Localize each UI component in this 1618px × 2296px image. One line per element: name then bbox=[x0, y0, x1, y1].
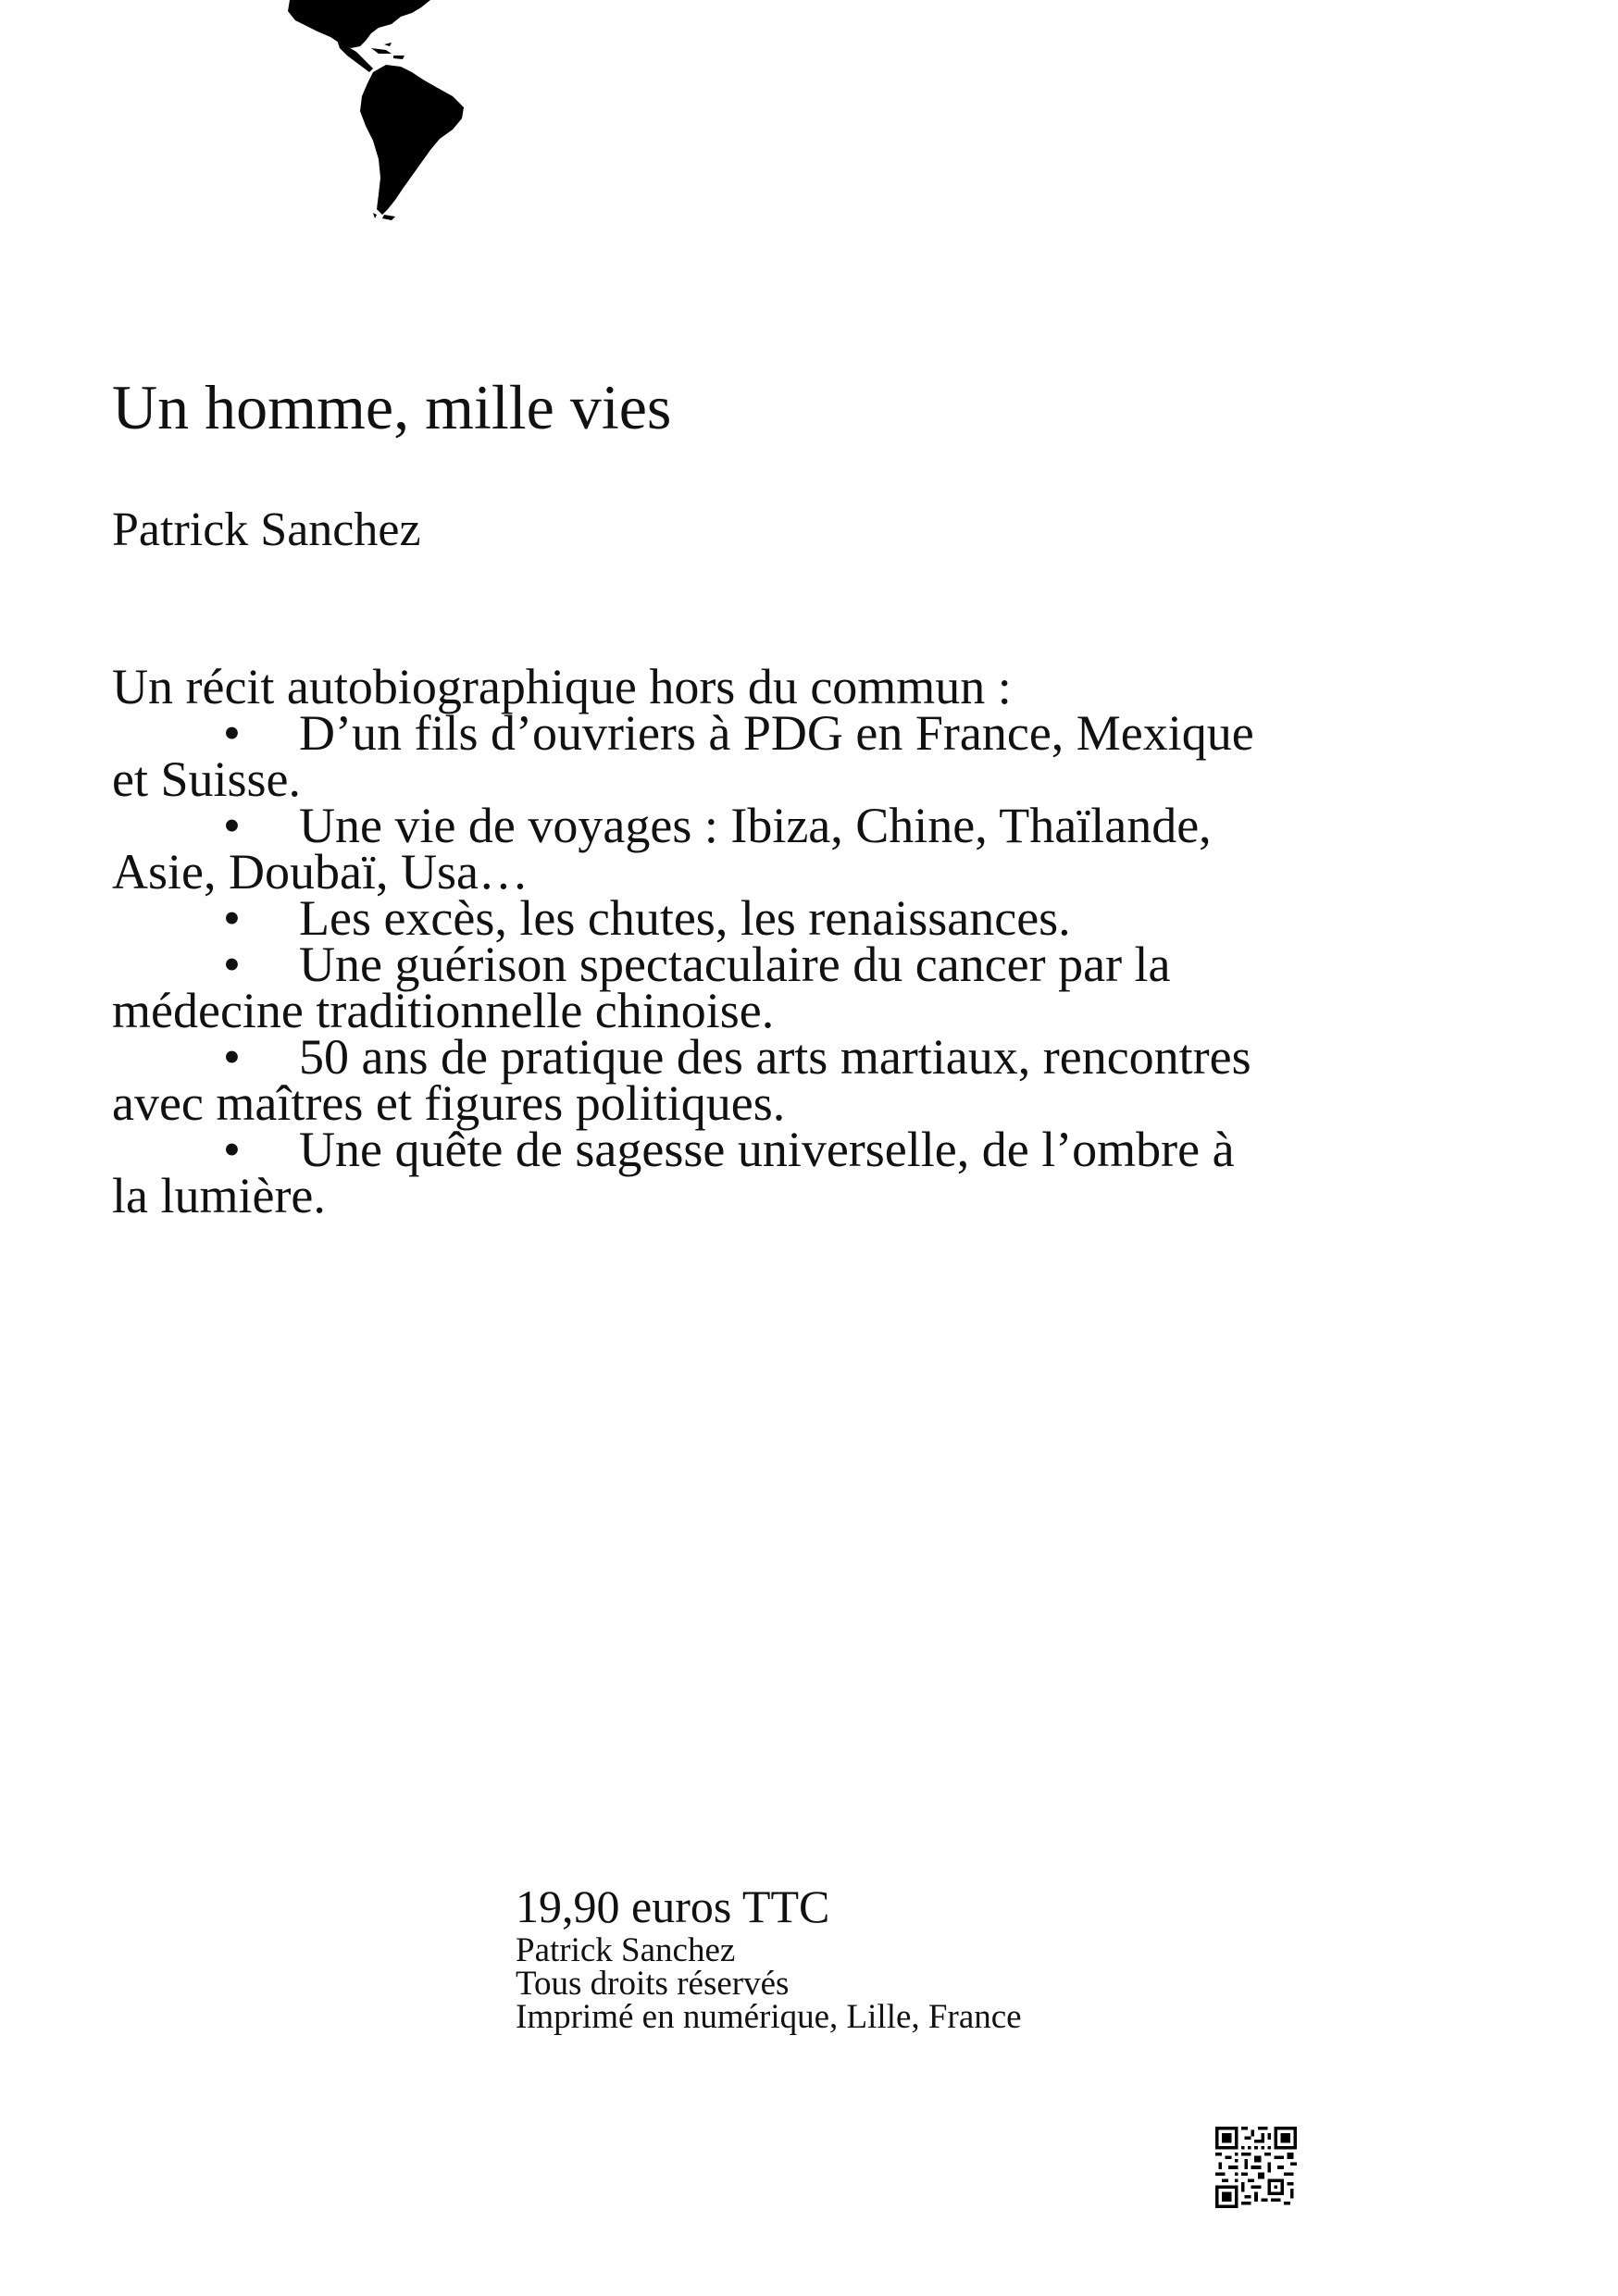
blurb-list-item bbox=[112, 798, 1269, 900]
bullet-icon: • bbox=[223, 937, 241, 992]
price: 19,90 euros TTC bbox=[516, 1880, 830, 1932]
blurb-item-text: D’un fils d’ouvriers à PDG en France, Mexique et Suisse. bbox=[112, 705, 1254, 807]
book-title: Un homme, mille vies bbox=[112, 372, 672, 442]
blurb-list-item bbox=[112, 1122, 1269, 1223]
blurb-list-item bbox=[112, 890, 1269, 946]
blurb-intro: Un récit autobiographique hors du commun : bbox=[112, 659, 1012, 714]
bullet-icon: • bbox=[223, 705, 241, 761]
imprint-rights: Tous droits réservés bbox=[516, 1965, 790, 2003]
imprint-printed: Imprimé en numérique, Lille, France bbox=[516, 1998, 1022, 2036]
blurb-item-text: Une vie de voyages : Ibiza, Chine, Thaïlande, Asie, Doubaï, Usa… bbox=[112, 798, 1212, 900]
back-cover-blurb bbox=[112, 659, 1269, 1223]
blurb-list-item bbox=[112, 1029, 1269, 1131]
blurb-item-text: Une quête de sagesse universelle, de l’ombre à la lumière. bbox=[112, 1122, 1235, 1223]
imprint-block bbox=[516, 1879, 1022, 2034]
blurb-item-text: Les excès, les chutes, les renaissances. bbox=[299, 890, 1071, 946]
imprint-author: Patrick Sanchez bbox=[516, 1931, 736, 1969]
bullet-icon: • bbox=[223, 1029, 241, 1085]
bullet-icon: • bbox=[223, 890, 241, 946]
blurb-list-item bbox=[112, 937, 1269, 1038]
bullet-icon: • bbox=[223, 798, 241, 853]
bullet-icon: • bbox=[223, 1122, 241, 1177]
book-author: Patrick Sanchez bbox=[112, 503, 421, 556]
blurb-item-text: Une guérison spectaculaire du cancer par la médecine traditionnelle chinoise. bbox=[112, 937, 1171, 1038]
blurb-item-text: 50 ans de pratique des arts martiaux, rencontres avec maîtres et figures politiques. bbox=[112, 1029, 1251, 1131]
blurb-list-item bbox=[112, 705, 1269, 807]
qr-code-icon bbox=[1215, 2127, 1297, 2208]
world-map-icon bbox=[282, 0, 481, 220]
